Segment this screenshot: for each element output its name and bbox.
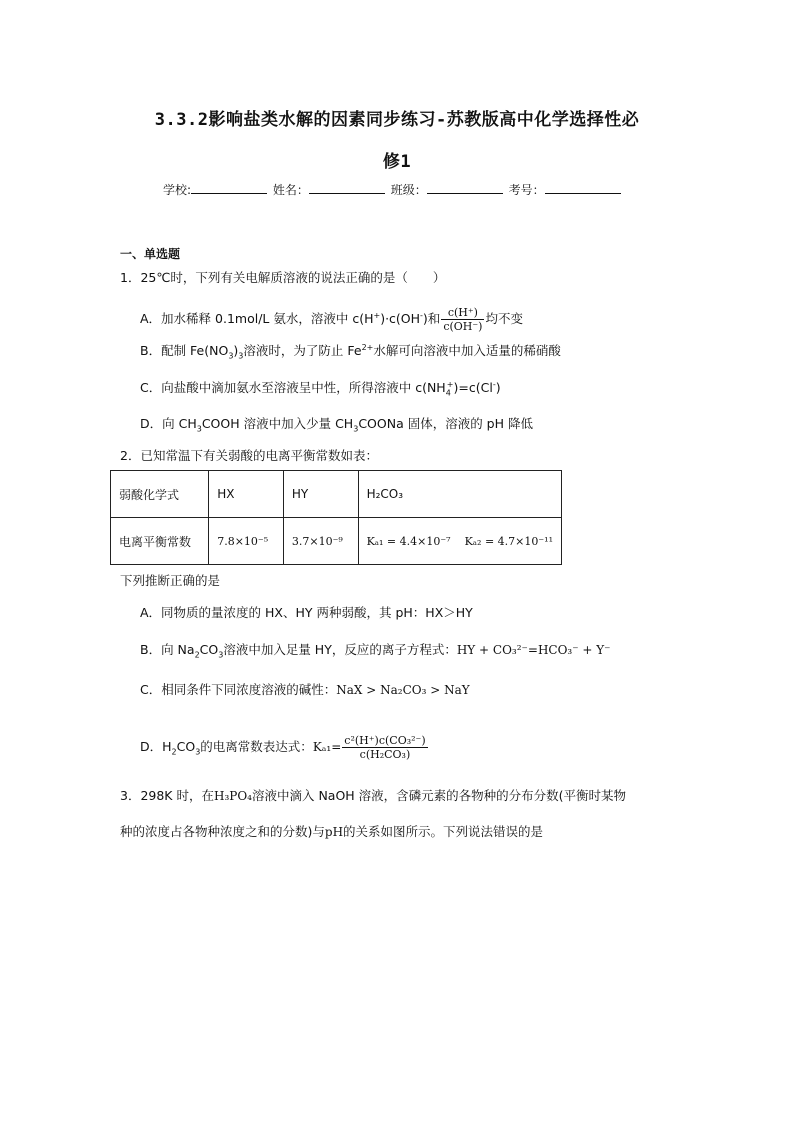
table-header-cell: H₂CO₃ [358,471,561,518]
q1-a-prefix: A．加水稀释 0.1mol/L 氨水，溶液中 c(H [140,311,374,326]
q1-option-d: D．向 $CH_3COOH$ 溶液中加入少量 $CH_3COONa$ 固体，溶液的 pH 降低 [140,416,533,434]
q3-line2 [120,823,543,841]
q3-line1 [120,787,626,805]
q2-b-equation: HY + CO₃²⁻=HCO₃⁻ + Y⁻ [456,643,611,657]
section-heading: 一、单选题 [120,247,181,261]
document-title-line1: 3.3.2影响盐类水解的因素同步练习-苏教版高中化学选择性必 [154,110,640,130]
q2-d-mid: CO [176,739,196,754]
q1-a-suffix: 均不变 [485,311,523,326]
q2-b-text: 溶液中加入足量 HY，反应的离子方程式： [223,642,457,657]
q2-d-fraction [342,734,427,761]
exam-no-label: 考号： [508,183,545,197]
q1-b-suffix: 水解可向溶液中加入适量的稀硝酸 [373,343,561,358]
hx-constant: 7.8×10⁻⁵ [209,518,284,565]
school-blank[interactable] [191,183,267,194]
q1-a-fraction [441,306,484,333]
q1-c-end: ) [495,380,501,395]
q2-d-text: 的电离常数表达式： [200,739,313,754]
q1-d-suffix: COONa 固体，溶液的 pH 降低 [358,416,533,431]
q3-line1-b: 溶液中滴入 NaOH 溶液，含磷元素的各物种的分布分数(平衡时某物 [251,788,627,803]
table-row [111,471,562,518]
q1-c-suffix: )=c(Cl [453,380,493,395]
ka2-value: Kₐ₂ = 4.7×10⁻¹¹ [464,534,553,548]
q1-b-mid: ) [233,343,239,358]
table-header-cell: HX [209,471,284,518]
q2-b-mid: CO [199,642,219,657]
q2-after-table: 下列推断正确的是 [120,573,221,588]
q1-b-prefix: B．配制 Fe(NO [140,343,229,358]
q3-chem-formula: H₃PO₄ [213,789,252,803]
q2-d-prefix: D．H [140,739,172,754]
class-label: 班级： [390,183,427,197]
q2-option-d: D．$H_2CO_3$的电离常数表达式：Kₐ₁= $\frac{\text{c²(H⁺)c(CO₃²⁻)}}{\text{c(H₂CO₃)}}$ [140,734,426,761]
q1-b-mid2: 溶液时，为了防止 Fe [243,343,362,358]
student-info-row [163,181,623,198]
q2-d-frac-num: c²(H⁺)c(CO₃²⁻) [344,734,426,747]
q3-line2-a: 种的浓度占各物种浓度之和的分数)与 [120,824,325,839]
q3-line1-a: 3．298K 时，在 [120,788,214,803]
q2-option-a: A．同物质的量浓度的 HX、HY 两种弱酸，其 pH：HX＞HY [140,605,473,620]
q3-ph-symbol: pH [324,825,344,839]
q2-option-c [140,681,470,699]
ka1-value: Kₐ₁ = 4.4×10⁻⁷ [366,534,451,548]
q1-c-prefix: C．向盐酸中滴加氨水至溶液呈中性，所得溶液中 c(NH [140,380,446,395]
table-row [111,518,562,565]
q1-option-a: A．加水稀释 0.1mol/L 氨水，溶液中 c(H+)·c(OH-)和 $\frac{c(H^+)}{c(OH^-)}$ 均不变 [140,306,523,333]
q1-option-c: C．向盐酸中滴加氨水至溶液呈中性，所得溶液中 $c(NH_4^+)=c(Cl^-)$ [140,379,501,398]
table-row-label: 电离平衡常数 [111,518,209,565]
document-title-line2: 修1 [382,152,412,172]
school-label: 学校: [163,183,192,197]
q2-b-prefix: B．向 Na [140,642,195,657]
q2-c-expression: NaX > Na₂CO₃ > NaY [336,683,470,697]
q1-d-prefix: D．向 CH [140,416,197,431]
name-blank[interactable] [309,183,385,194]
q1-option-b: B．配制 $Fe(NO_3)_3$溶液时，为了防止 $Fe^{2+}$水解可向溶液中加入适量的稀硝酸 [140,342,561,361]
q1-a-frac-num: c(H⁺) [441,306,484,320]
q1-a-mid1: )·c(OH [380,311,421,326]
name-label: 姓名： [272,183,309,197]
q2-c-text: C．相同条件下同浓度溶液的碱性： [140,682,337,697]
q2-d-frac-den: c(H₂CO₃) [359,748,411,761]
hy-constant: 3.7×10⁻⁹ [283,518,358,565]
q1-stem: 1．25℃时，下列有关电解质溶液的说法正确的是（ ） [120,270,446,285]
q2-stem: 2．已知常温下有关弱酸的电离平衡常数如表： [120,448,378,463]
q2-option-b: B．向 $Na_2CO_3$溶液中加入足量 HY，反应的离子方程式：HY + CO₃²⁻=HCO₃⁻ + Y⁻ [140,642,611,660]
q1-a-mid2: )和 [422,311,441,326]
exam-no-blank[interactable] [545,183,621,194]
q1-a-frac-den: c(OH⁻) [443,320,483,333]
q3-line2-b: 的关系如图所示。下列说法错误的是 [343,824,544,839]
table-header-cell: HY [283,471,358,518]
class-blank[interactable] [427,183,503,194]
q2-d-lhs: Kₐ₁= [312,740,342,754]
h2co3-constants [358,518,561,565]
acid-constants-table [110,470,562,565]
table-header-cell: 弱酸化学式 [111,471,209,518]
q1-d-mid1: COOH 溶液中加入少量 CH [201,416,354,431]
